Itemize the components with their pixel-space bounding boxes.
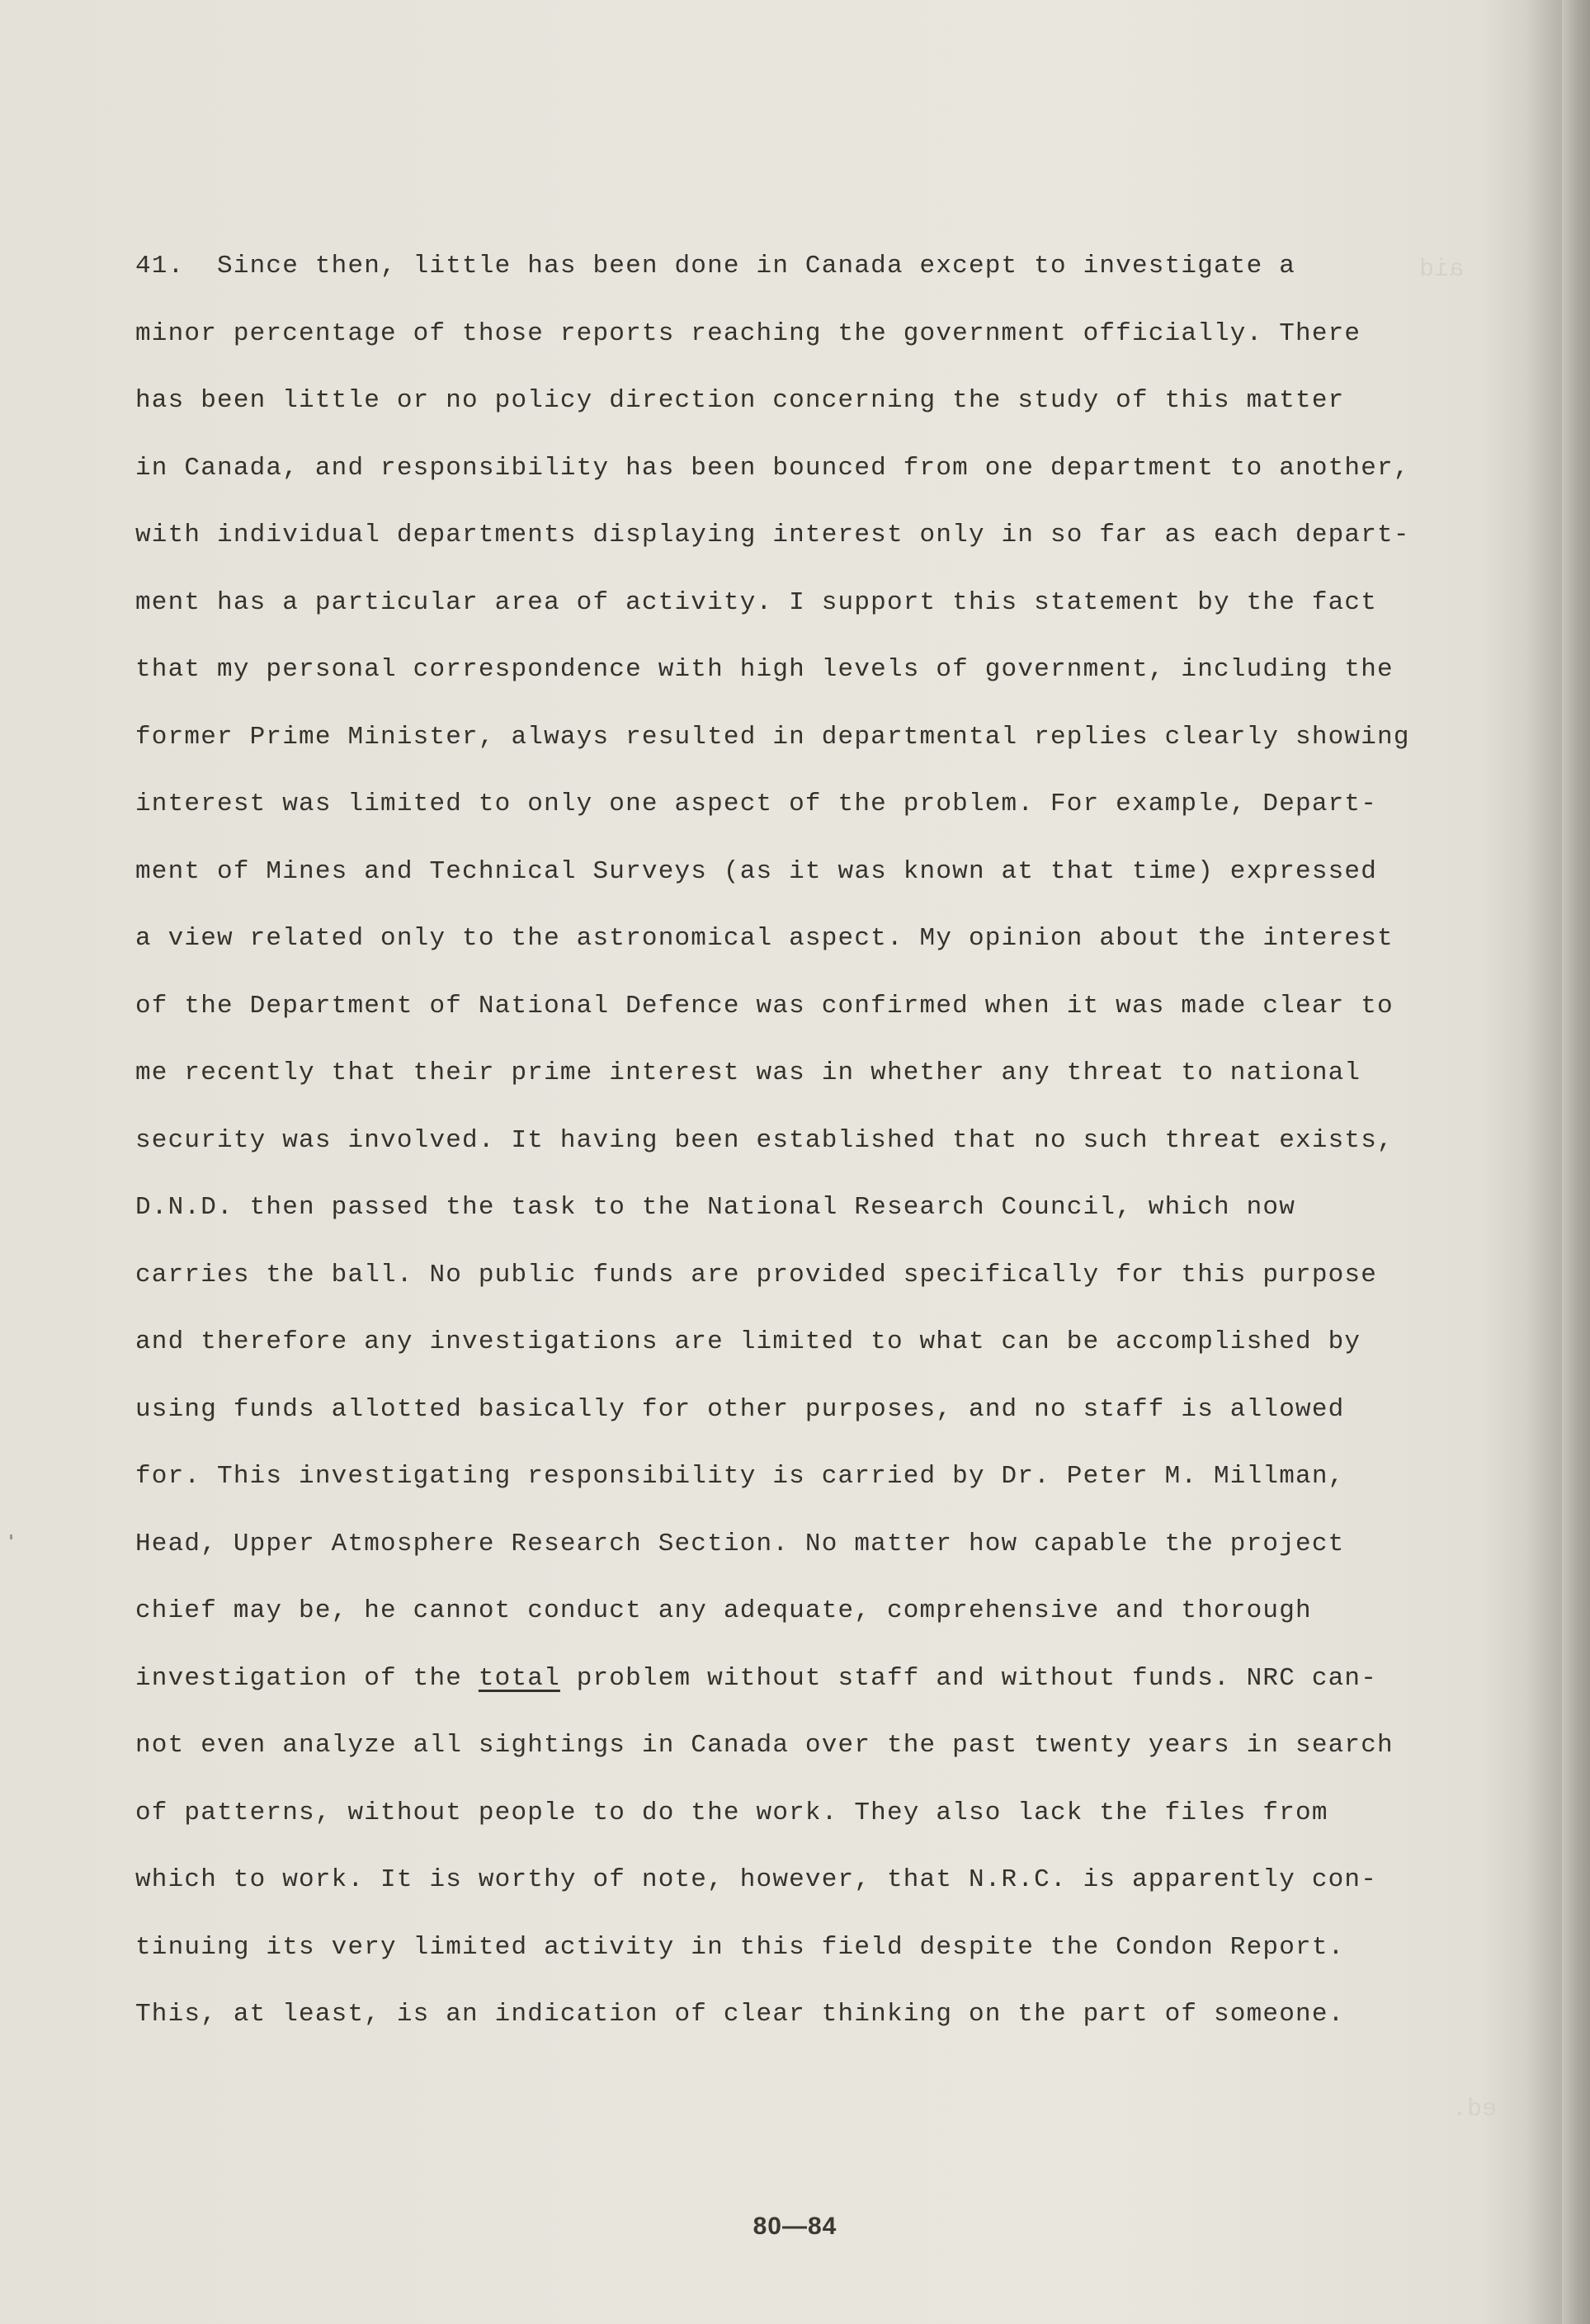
text-fragment: problem without staff and without funds. NRC can-: [559, 1663, 1378, 1693]
text-line: for. This investigating responsibility is carried by Dr. Peter M. Millman,: [135, 1462, 1345, 1491]
text-line: not even analyze all sightings in Canada over the past twenty years in search: [135, 1731, 1394, 1760]
text-line: which to work. It is worthy of note, however, that N.R.C. is apparently con-: [135, 1865, 1378, 1894]
text-line: has been little or no policy direction concerning the study of this matter: [135, 386, 1345, 415]
paragraph-41: [135, 244, 1456, 2060]
text-line: former Prime Minister, always resulted in departmental replies clearly showing: [135, 722, 1410, 752]
bleed-through-text: ed.: [1452, 2095, 1498, 2124]
text-line: in Canada, and responsibility has been bounced from one department to another,: [135, 453, 1410, 483]
text-line: interest was limited to only one aspect of the problem. For example, Depart-: [135, 790, 1378, 818]
book-spine-shadow: [1562, 0, 1590, 2324]
text-line: me recently that their prime interest was in whether any threat to national: [135, 1058, 1361, 1087]
text-line: minor percentage of those reports reaching the government officially. There: [135, 318, 1361, 348]
text-line-with-underline: [135, 1657, 1456, 1724]
text-line: chief may be, he cannot conduct any adequate, comprehensive and thorough: [135, 1596, 1312, 1625]
text-line: carries the ball. No public funds are provided specifically for this purpose: [135, 1260, 1378, 1289]
text-line: with individual departments displaying interest only in so far as each depart-: [135, 521, 1410, 549]
text-line: and therefore any investigations are limited to what can be accomplished by: [135, 1327, 1361, 1356]
text-line: D.N.D. then passed the task to the National Research Council, which now: [135, 1193, 1296, 1222]
text-line: ment has a particular area of activity. I support this statement by the fact: [135, 587, 1378, 617]
bleed-through-text: aid: [1419, 256, 1465, 284]
page-number: 80—84: [753, 2213, 837, 2240]
text-line: This, at least, is an indication of clear thinking on the part of someone.: [135, 2000, 1345, 2029]
text-line: security was involved. It having been established that no such threat exists,: [135, 1125, 1394, 1155]
text-line: using funds allotted basically for other purposes, and no staff is allowed: [135, 1394, 1345, 1424]
text-line: of the Department of National Defence was confirmed when it was made clear to: [135, 991, 1394, 1021]
text-line: tinuing its very limited activity in this field despite the Condon Report.: [135, 1932, 1345, 1962]
text-line: that my personal correspondence with high levels of government, including the: [135, 655, 1394, 684]
text-line: of patterns, without people to do the work. They also lack the files from: [135, 1798, 1328, 1827]
text-line: a view related only to the astronomical aspect. My opinion about the interest: [135, 924, 1394, 953]
text-line: ment of Mines and Technical Surveys (as it was known at that time) expressed: [135, 856, 1378, 886]
margin-mark: [10, 1534, 12, 1539]
underlined-word: total: [478, 1663, 560, 1693]
text-line: Head, Upper Atmosphere Research Section. No matter how capable the project: [135, 1529, 1345, 1558]
text-fragment: investigation of the: [135, 1663, 479, 1693]
text-line: 41. Since then, little has been done in Canada except to investigate a: [135, 252, 1296, 280]
